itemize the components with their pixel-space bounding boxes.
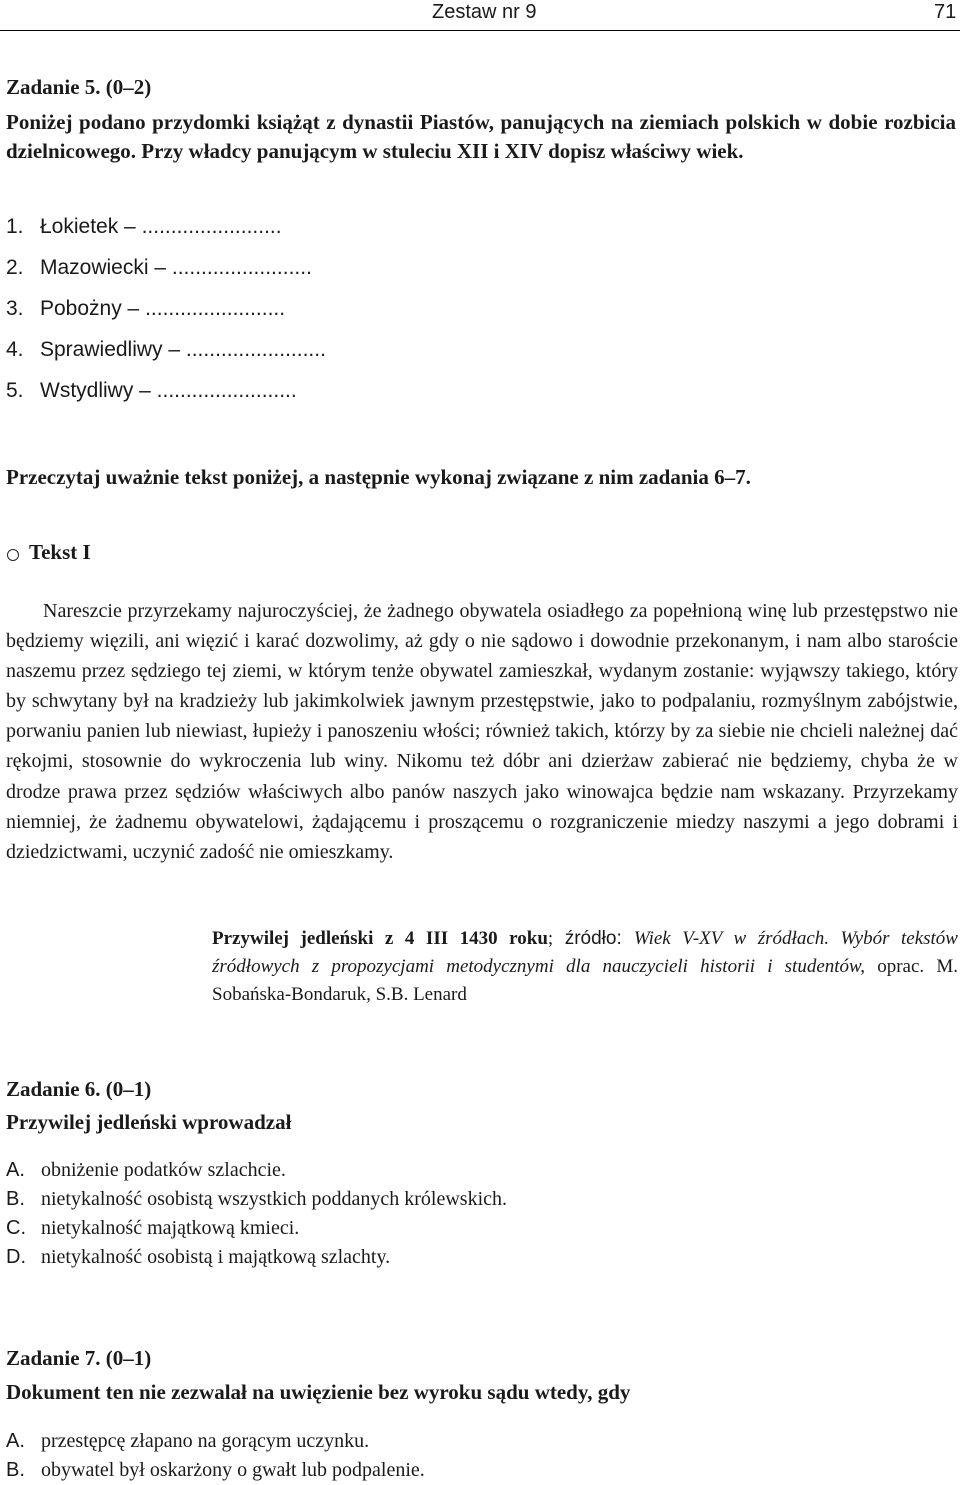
answer-option[interactable] [6, 1243, 507, 1272]
item-text: Mazowiecki – ........................ [40, 256, 312, 279]
item-number: 4. [6, 338, 24, 361]
list-item [6, 294, 326, 335]
option-letter: A. [6, 1159, 25, 1181]
item-number: 3. [6, 297, 24, 320]
answer-option[interactable] [6, 1427, 425, 1456]
item-text: Wstydliwy – ........................ [40, 379, 297, 402]
list-item [6, 212, 326, 253]
text1-citation [212, 925, 958, 1009]
citation-separator: ; [547, 928, 565, 949]
task5-title: Zadanie 5. (0–2) [6, 75, 152, 99]
set-label: Zestaw nr 9 [432, 1, 537, 23]
item-text: Pobożny – ........................ [40, 297, 286, 320]
item-number: 5. [6, 379, 24, 402]
option-letter: B. [6, 1459, 25, 1481]
option-text: nietykalność majątkową kmieci. [41, 1217, 300, 1239]
item-number: 2. [6, 256, 24, 279]
answer-option[interactable] [6, 1456, 425, 1485]
option-text: nietykalność osobistą i majątkową szlachty. [41, 1246, 391, 1268]
option-letter: A. [6, 1430, 25, 1452]
answer-option[interactable] [6, 1156, 507, 1185]
list-item [6, 335, 326, 376]
answer-option[interactable] [6, 1185, 507, 1214]
bullet-icon [7, 549, 19, 561]
citation-editors: oprac. M. Sobańska-Bondaruk, S.B. Lenard [212, 956, 958, 1005]
task6-options [6, 1156, 507, 1272]
option-text: nietykalność osobistą wszystkich poddanych królewskich. [41, 1188, 508, 1210]
option-letter: D. [6, 1246, 26, 1268]
item-text: Łokietek – ........................ [40, 215, 282, 238]
text1-body: Nareszcie przyrzekamy najuroczyściej, że żadnego obywatela osiadłego za popełnioną winę lub przestępstwo nie będziemy więzili, ani więzić i karać dozwolimy, aż gdy o nie sądowo i dowodnie przekonanym, i nam albo staroście naszemu przez sędziego tej ziemi, w którym tenże obywatel zamieszkał, wydanym zostanie: wyjąwszy takiego, który by schwytany był na kradzieży lub jakimkolwiek jawnym przestępstwie, jako to podpalaniu, rozmyślnym zabójstwie, porwaniu panien lub niewiast, łupieży i panoszeniu włości; również takich, którzy by za siebie nie chcieli należnej dać rękojmi, stosownie do wykroczenia lub winy. Nikomu też dóbr ani dzierżaw zabierać nie będziemy, chyba że w drodze prawa przez sędziów właściwych albo panów naszych jako winowajca będzie nam wskazany. Przyrzekamy niemniej, że żadnemu obywatelowi, żądającemu i proszącemu o rozgraniczenie miedzy naszymi a jego dobrami i dziedzictwami, uczynić zadość nie omieszkamy. [6, 600, 958, 863]
page-number: 71 [934, 1, 957, 23]
citation-source-title: Wiek V-XV w źródłach. Wybór tekstów źródłowych z propozycjami metodycznymi dla nauczycieli historii i studentów, [212, 928, 958, 977]
answer-option[interactable] [6, 1214, 507, 1243]
item-number: 1. [6, 215, 24, 238]
list-item [6, 253, 326, 294]
option-text: przestępcę złapano na gorącym uczynku. [41, 1430, 370, 1452]
option-letter: B. [6, 1188, 25, 1210]
citation-source-label: źródło: [564, 928, 634, 949]
list-item [6, 376, 326, 417]
page-header [0, 0, 960, 31]
task7-question: Dokument ten nie zezwalał na uwięzienie bez wyroku sądu wtedy, gdy [6, 1380, 631, 1404]
option-text: obniżenie podatków szlachcie. [41, 1159, 286, 1181]
option-letter: C. [6, 1217, 26, 1239]
task5-instruction: Poniżej podano przydomki książąt z dynastii Piastów, panujących na ziemiach polskich w dobie rozbicia dzielnicowego. Przy władcy panującym w stuleciu XII i XIV dopisz właściwy wiek. [6, 110, 956, 163]
citation-title: Przywilej jedleński z 4 III 1430 roku [212, 928, 548, 949]
task6-title: Zadanie 6. (0–1) [6, 1077, 152, 1101]
option-text: obywatel był oskarżony o gwałt lub podpalenie. [41, 1459, 425, 1481]
task5-list [6, 212, 326, 417]
item-text: Sprawiedliwy – ........................ [40, 338, 326, 361]
task7-options [6, 1427, 425, 1485]
task7-title: Zadanie 7. (0–1) [6, 1346, 152, 1370]
reading-instruction: Przeczytaj uważnie tekst poniżej, a następnie wykonaj związane z nim zadania 6–7. [6, 465, 751, 489]
text1-heading: Tekst I [29, 540, 91, 564]
task6-question: Przywilej jedleński wprowadzał [6, 1110, 292, 1134]
